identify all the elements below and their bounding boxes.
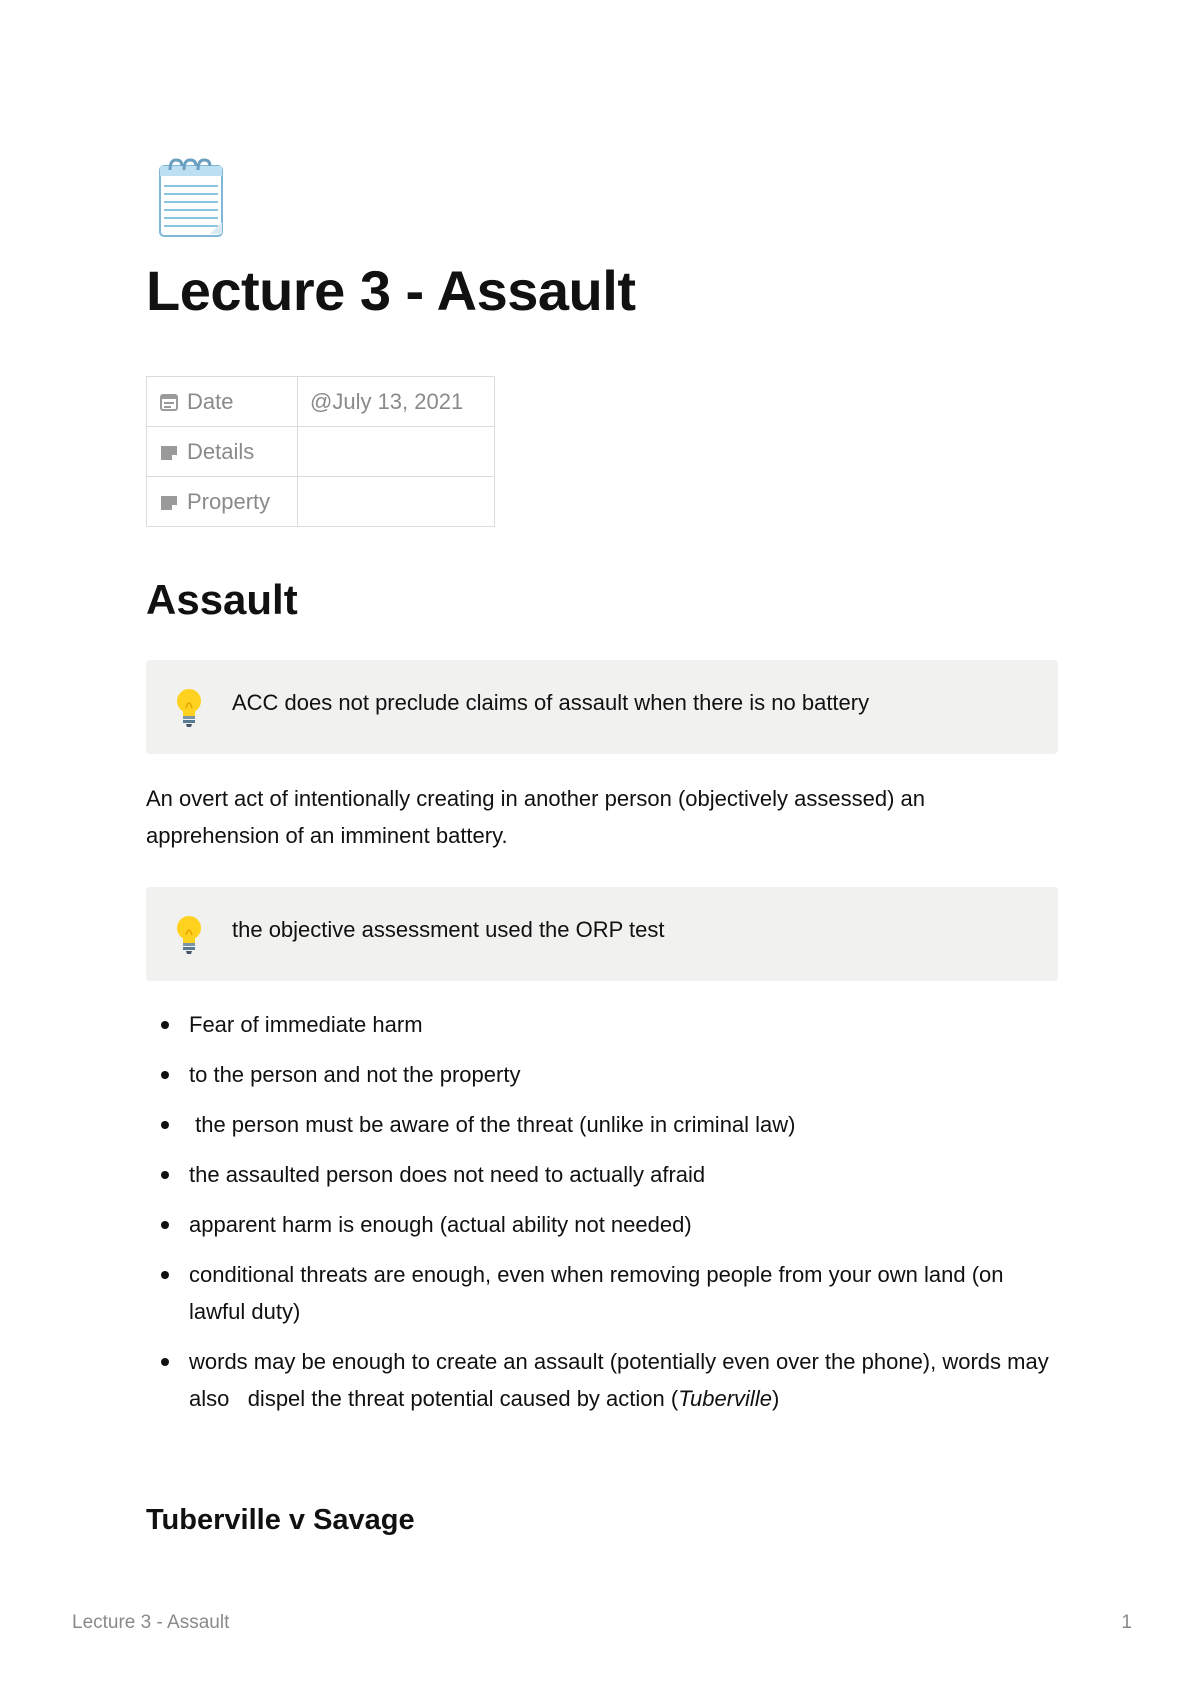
bullet-list — [146, 1006, 1058, 1430]
section-heading: Assault — [146, 576, 298, 623]
callout-text: the objective assessment used the ORP test — [232, 917, 665, 942]
property-value[interactable]: @July 13, 2021 — [298, 377, 495, 427]
list-item: conditional threats are enough, even when removing people from your own land (on lawful duty) — [146, 1256, 1058, 1330]
bullet-icon — [161, 1071, 169, 1079]
property-row-date[interactable] — [147, 377, 495, 427]
bullet-icon — [161, 1021, 169, 1029]
text-property-icon — [159, 492, 179, 512]
bullet-icon — [161, 1221, 169, 1229]
callout-text: ACC does not preclude claims of assault when there is no battery — [232, 690, 870, 715]
calendar-icon — [159, 392, 179, 412]
case-reference: Tuberville — [678, 1386, 772, 1411]
callout — [146, 887, 1058, 981]
property-row-property[interactable] — [147, 477, 495, 527]
list-item: Fear of immediate harm — [146, 1006, 1058, 1043]
page-number: 1 — [1121, 1612, 1132, 1633]
footer-title: Lecture 3 - Assault — [72, 1612, 230, 1633]
property-name: Property — [187, 488, 271, 514]
property-row-details[interactable] — [147, 427, 495, 477]
property-value[interactable] — [298, 427, 495, 477]
properties-table — [146, 376, 495, 527]
list-item: to the person and not the property — [146, 1056, 1058, 1093]
subheading: Tuberville v Savage — [146, 1504, 415, 1536]
property-value[interactable] — [298, 477, 495, 527]
property-name: Details — [187, 438, 255, 464]
bullet-icon — [161, 1171, 169, 1179]
notepad-icon[interactable] — [156, 156, 228, 240]
list-item: words may be enough to create an assault (potentially even over the phone), words may also dispel the threat potential caused by action (Tuberville) — [146, 1343, 1058, 1417]
list-item: apparent harm is enough (actual ability not needed) — [146, 1206, 1058, 1243]
bullet-icon — [161, 1271, 169, 1279]
definition-paragraph: An overt act of intentionally creating in another person (objectively assessed) an apprehension of an imminent battery. — [146, 786, 925, 848]
callout — [146, 660, 1058, 754]
page-title: Lecture 3 - Assault — [146, 259, 636, 322]
bullet-icon — [161, 1121, 169, 1129]
property-name: Date — [187, 388, 234, 414]
lightbulb-icon — [174, 688, 204, 728]
bullet-icon — [161, 1358, 169, 1366]
text-property-icon — [159, 442, 179, 462]
list-item: the assaulted person does not need to actually afraid — [146, 1156, 1058, 1193]
lightbulb-icon — [174, 915, 204, 955]
list-item: the person must be aware of the threat (unlike in criminal law) — [146, 1106, 1058, 1143]
